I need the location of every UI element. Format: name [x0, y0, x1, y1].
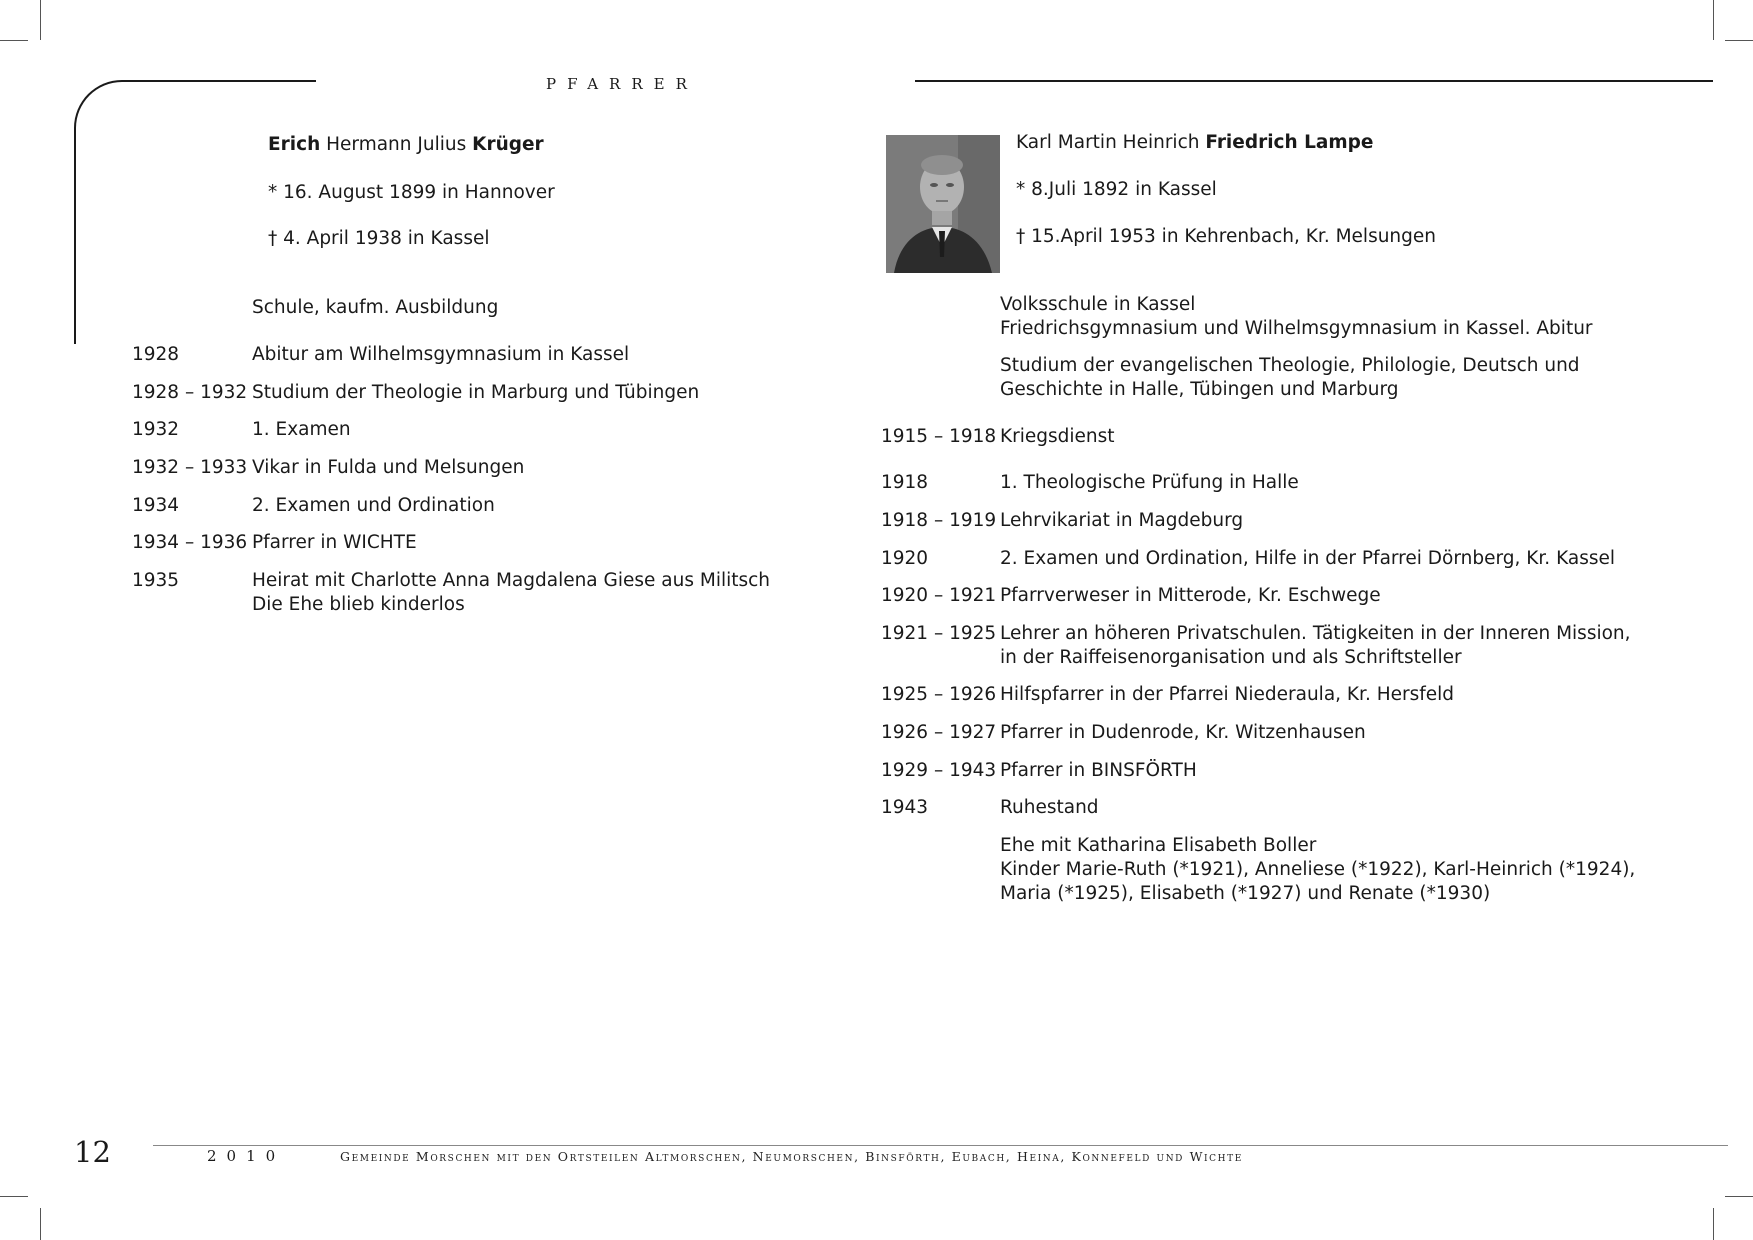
right-intro-line: Volksschule in Kassel — [1000, 294, 1196, 315]
right-entry-text: Hilfspfarrer in der Pfarrei Niederaula, Kr. Hersfeld — [1000, 684, 1455, 705]
right-entry-year: 1925 – 1926 — [881, 684, 997, 705]
left-last-name: Krüger — [472, 134, 544, 155]
right-intro-line: Friedrichsgymnasium und Wilhelmsgymnasium in Kassel. Abitur — [1000, 318, 1593, 339]
right-entry-year: 1921 – 1925 — [881, 623, 997, 644]
left-birth: * 16. August 1899 in Hannover — [268, 182, 555, 203]
left-entry-year: 1932 — [132, 419, 180, 440]
left-entry-text: 1. Examen — [252, 419, 351, 440]
right-family-line: Ehe mit Katharina Elisabeth Boller — [1000, 835, 1317, 856]
left-entry-text: Abitur am Wilhelmsgymnasium in Kassel — [252, 344, 630, 365]
right-entry-text: 1. Theologische Prüfung in Halle — [1000, 472, 1299, 493]
right-intro-line: Studium der evangelischen Theologie, Philologie, Deutsch und — [1000, 355, 1580, 376]
footer-title: Gemeinde Morschen mit den Ortsteilen Altmorschen, Neumorschen, Binsförth, Eubach, Heina, Konnefeld und Wichte — [340, 1149, 1243, 1164]
right-entry-text: 2. Examen und Ordination, Hilfe in der Pfarrei Dörnberg, Kr. Kassel — [1000, 548, 1616, 569]
right-entry-year: 1915 – 1918 — [881, 426, 997, 447]
right-entry-text: in der Raiffeisenorganisation und als Schriftsteller — [1000, 647, 1462, 668]
left-entry-year: 1928 — [132, 344, 180, 365]
right-entry-year: 1920 – 1921 — [881, 585, 997, 606]
right-family-line: Kinder Marie-Ruth (*1921), Anneliese (*1922), Karl-Heinrich (*1924), — [1000, 859, 1636, 880]
right-entry-text: Pfarrer in Dudenrode, Kr. Witzenhausen — [1000, 722, 1366, 743]
left-entry-year: 1934 – 1936 — [132, 532, 248, 553]
portrait-figure — [886, 135, 1000, 273]
left-entry-text: Studium der Theologie in Marburg und Tübingen — [252, 382, 700, 403]
left-first-name: Erich — [268, 134, 321, 155]
right-entry-text: Ruhestand — [1000, 797, 1099, 818]
crop-mark — [1713, 1208, 1714, 1240]
page-number: 12 — [74, 1135, 111, 1169]
left-entry-text: Vikar in Fulda und Melsungen — [252, 457, 525, 478]
left-death: † 4. April 1938 in Kassel — [268, 228, 490, 249]
footer-year: 2010 — [207, 1147, 286, 1165]
crop-mark — [1713, 0, 1714, 40]
right-last-name: Friedrich Lampe — [1205, 132, 1374, 153]
right-intro-line: Geschichte in Halle, Tübingen und Marburg — [1000, 379, 1399, 400]
right-entry-text: Kriegsdienst — [1000, 426, 1115, 447]
left-entry-text: Die Ehe blieb kinderlos — [252, 594, 465, 615]
right-entry-year: 1920 — [881, 548, 929, 569]
left-entry-text: Heirat mit Charlotte Anna Magdalena Giese aus Militsch — [252, 570, 771, 591]
section-title: PFARRER — [546, 75, 698, 93]
crop-mark — [0, 40, 28, 41]
left-entry-text: 2. Examen und Ordination — [252, 495, 495, 516]
right-death: † 15.April 1953 in Kehrenbach, Kr. Melsungen — [1016, 226, 1437, 247]
right-entry-text: Pfarrer in BINSFÖRTH — [1000, 760, 1197, 781]
right-birth: * 8.Juli 1892 in Kassel — [1016, 179, 1217, 200]
right-entry-year: 1918 – 1919 — [881, 510, 997, 531]
right-entry-year: 1943 — [881, 797, 929, 818]
left-entry-year: 1932 – 1933 — [132, 457, 248, 478]
crop-mark — [40, 0, 41, 40]
footer-rule — [153, 1145, 1728, 1146]
crop-mark — [40, 1208, 41, 1240]
right-given-names: Karl Martin Heinrich — [1016, 132, 1206, 153]
crop-mark — [0, 1196, 28, 1197]
left-entry-year: 1935 — [132, 570, 180, 591]
right-entry-year: 1918 — [881, 472, 929, 493]
header-rule-right — [915, 80, 1713, 82]
left-entry-year: 1934 — [132, 495, 180, 516]
right-family-line: Maria (*1925), Elisabeth (*1927) und Renate (*1930) — [1000, 883, 1491, 904]
left-person-name — [268, 133, 544, 157]
left-entry-year: 1928 – 1932 — [132, 382, 248, 403]
right-person-name — [1016, 131, 1373, 155]
portrait-photo — [886, 135, 1000, 273]
right-entry-text: Lehrvikariat in Magdeburg — [1000, 510, 1244, 531]
left-middle-names: Hermann Julius — [320, 134, 473, 155]
crop-mark — [1725, 40, 1753, 41]
left-entry-text: Pfarrer in WICHTE — [252, 532, 417, 553]
right-entry-year: 1926 – 1927 — [881, 722, 997, 743]
right-entry-year: 1929 – 1943 — [881, 760, 997, 781]
right-entry-text: Lehrer an höheren Privatschulen. Tätigkeiten in der Inneren Mission, — [1000, 623, 1631, 644]
crop-mark — [1725, 1196, 1753, 1197]
right-entry-text: Pfarrverweser in Mitterode, Kr. Eschwege — [1000, 585, 1381, 606]
left-intro: Schule, kaufm. Ausbildung — [252, 297, 499, 318]
